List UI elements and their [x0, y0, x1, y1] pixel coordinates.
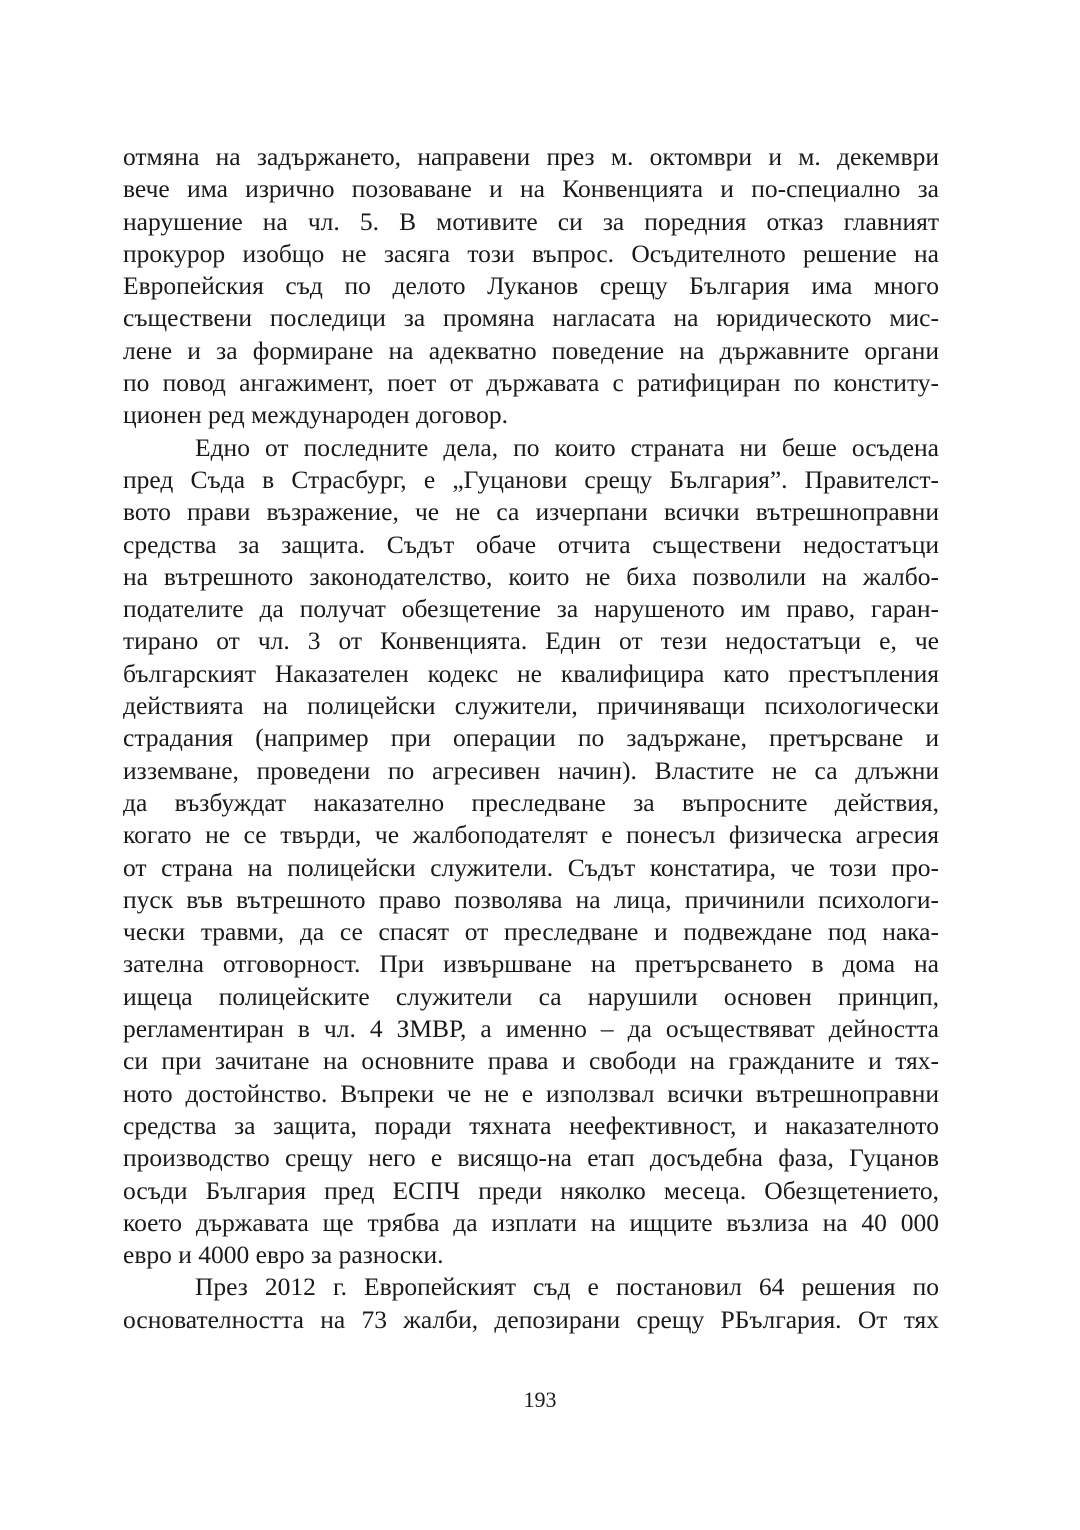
text-line: ното достойнство. Въпреки че не е използвал всички вътрешноправни — [123, 1078, 939, 1108]
text-line: ищеца полицейските служители са нарушили основен принцип, — [123, 981, 939, 1011]
text-line: осъди България пред ЕСПЧ преди няколко месеца. Обезщетението, — [123, 1175, 939, 1205]
text-line: регламентиран в чл. 4 ЗМВР, а именно – да осъществяват дейността — [123, 1014, 939, 1044]
text-line: средства за защита. Съдът обаче отчита съществени недостатъци — [123, 529, 939, 559]
text-line: когато не се твърди, че жалбоподателят е понесъл физическа агресия — [123, 820, 939, 850]
text-line: от страна на полицейски служители. Съдът констатира, че този про- — [123, 852, 939, 882]
text-line: зателна отговорност. При извършване на претърсването в дома на — [123, 949, 939, 979]
text-line: евро и 4000 евро за разноски. — [123, 1240, 444, 1270]
page-body — [123, 141, 939, 1336]
text-line: средства за защита, поради тяхната неефективност, и наказателното — [123, 1110, 939, 1140]
text-line: пуск във вътрешното право позволява на лица, причинили психологи- — [123, 884, 939, 914]
text-line: ционен ред международен договор. — [123, 400, 508, 430]
text-line: отмяна на задържането, направени през м. октомври и м. декември — [123, 142, 939, 171]
text-line: лене и за формиране на адекватно поведение на държавните органи — [123, 335, 939, 365]
text-line: Едно от последните дела, по които страната ни беше осъдена — [195, 432, 939, 462]
text-line: съществени последици за промяна нагласата на юридическото мис- — [123, 303, 939, 333]
text-line: тирано от чл. 3 от Конвенцията. Един от тези недостатъци е, че — [123, 626, 939, 656]
text-line: действията на полицейски служители, причиняващи психологически — [123, 691, 939, 721]
text-line: по повод ангажимент, поет от държавата с ратифициран по конститу- — [123, 368, 939, 398]
text-line: чески травми, да се спасят от преследване и подвеждане под нака- — [123, 917, 939, 947]
text-line: страдания (например при операции по задържане, претърсване и — [123, 723, 939, 753]
paragraph-3 — [123, 1271, 939, 1336]
text-line: производство срещу него е висящо-на етап досъдебна фаза, Гуцанов — [123, 1143, 939, 1173]
text-line: на вътрешното законодателство, които не биха позволили на жалбо- — [123, 561, 939, 591]
text-line: да възбуждат наказателно преследване за въпросните действия, — [123, 787, 939, 817]
text-line: нарушение на чл. 5. В мотивите си за поредния отказ главният — [123, 206, 939, 236]
text-line: прокурор изобщо не засяга този въпрос. Осъдителното решение на — [123, 238, 939, 268]
text-line: подателите да получат обезщетение за нарушеното им право, гаран- — [123, 594, 939, 624]
paragraph-2 — [123, 432, 939, 1272]
text-line: изземване, проведени по агресивен начин). Властите не са длъжни — [123, 755, 939, 785]
text-line: което държавата ще трябва да изплати на ищците възлиза на 40 000 — [123, 1207, 939, 1237]
page-number: 193 — [523, 1387, 557, 1412]
paragraph-1 — [123, 141, 939, 432]
text-line: пред Съда в Страсбург, е „Гуцанови срещу България”. Правителст- — [123, 464, 939, 494]
text-line: основателността на 73 жалби, депозирани срещу РБългария. От тях — [123, 1304, 939, 1334]
text-line: българският Наказателен кодекс не квалифицира като престъпления — [123, 658, 939, 688]
text-line: Европейския съд по делото Луканов срещу България има много — [123, 271, 939, 301]
text-line: вото прави възражение, че не са изчерпани всички вътрешноправни — [123, 497, 939, 527]
text-line: вече има изрично позоваване и на Конвенцията и по-специално за — [123, 174, 939, 204]
text-line: През 2012 г. Европейският съд е постановил 64 решения по — [195, 1272, 939, 1302]
text-line: си при зачитане на основните права и свободи на гражданите и тях- — [123, 1046, 939, 1076]
